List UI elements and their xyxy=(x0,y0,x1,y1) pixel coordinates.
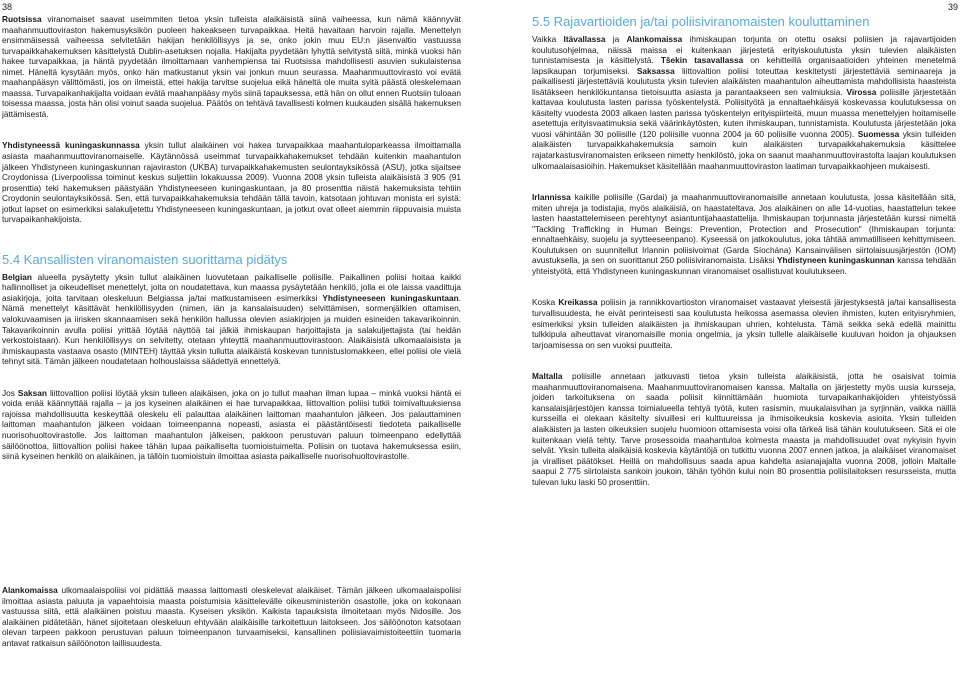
section-heading-5-5: 5.5 Rajavartioiden ja/tai poliisiviranomaisten kouluttaminen xyxy=(532,14,870,29)
paragraph-training-overview: Vaikka Itävallassa ja Alankomaissa ihmiskaupan torjunta on otettu osaksi poliisien ja rajavartijoiden koulutusohjelmaa, näissä maissa ei kuitenkaan järjestetä erityiskoulutusta yksin tulevien alaikäisten tunnistamisesta ja käsittelystä. Tšekin tasavallassa on kehitteillä organisaatioiden yhteinen menetelmä lapsikaupan torjumiseksi. Saksassa liittovaltion poliisi toteuttaa keskitetysti järjestettäviä seminaareja ja paikallisesti järjestettäviä koulutusta yksin tulevien alaikäisten maahantulon aiheuttamista mahdollisista haasteista lisätäkseen henkilökuntansa tietoisuutta asiasta ja parantaakseen sen valmiuksia. Virossa poliisille järjestetään kattavaa koulutusta lasten parissa työskentelystä. Poliisityötä ja ennaltaehkäisyä koskevassa koulutuksessa on käsitelty vuodesta 2003 alkaen lasten parissa työskentelyn erityispiirteitä, muun muassa menettelyjen hoitamiselle asetettuja erityisvaatimuksia sekä väärinkäytösten, kuten ihmiskaupan, tunnistamista. Koulutusta järjestetään joka vuosi vähintään 30 poliisille (120 poliisille vuonna 2004 ja 60 poliisille vuonna 2005). Suomessa yksin tulleiden alaikäisten turvapaikkahakemuksia samoin kuin alaikäisten turvapaikkahakemuksia käsittelee rajatarkastusviranomaisten erikseen nimetty henkilöstö, joka on saanut maahanmuuttovirastolta laajan koulutuksen ulkomaalaisasioihin. Hakemukset käsitellään maahanmuuttoviraston laatiman turvapaikkaohjeen mukaisesti. xyxy=(532,34,957,171)
country-ireland: Irlannissa xyxy=(532,192,571,203)
country-greece: Kreikassa xyxy=(558,297,598,308)
page-number-right: 39 xyxy=(947,2,958,12)
left-column xyxy=(2,14,461,472)
country-germany: Saksan xyxy=(17,387,47,398)
paragraph-ireland: Irlannissa kaikille poliisille (Gardai) ja maahanmuuttoviranomaisille annetaan koulutusta, jossa käsitellään sitä, miten uhreja ja todistajia, myös alaikäisiä, on haastateltava. Jos alaikäinen on alle 14-vuotias, haastattelun tekee lasten haastattelemiseen perehtynyt asiantuntijahaastattelija. Ihmiskaupan torjunnasta järjestetään kurssi nimeltä "Tackling Trafficking in Human Beings: Prevention, Protection and Prosecution" (Ihmiskaupan torjunta: ennaltaehkäisy, suojelu ja syytteeseenpano). Kyseessä on jatkokoulutus, joka tähtää ammatilliseen kehittymiseen. Koulutuksen on suunnitellut Irlannin poliisivoimat (Garda Síochána) Kansainvälisen siirtolaisuusjärjestön (IOM) avustuksella, ja sen on suorittanut 250 poliisiviranomaista. Lisäksi Yhdistyneen kuningaskunnan kanssa tehdään yhteistyötä, että Yhdistyneen kuningaskunnan viranomaiset osallistuvat koulutukseen. xyxy=(532,192,956,276)
right-column xyxy=(532,14,956,498)
country-belgium: Belgian xyxy=(2,271,32,282)
paragraph-uk: Yhdistyneessä kuningaskunnassa yksin tullut alaikäinen voi hakea turvapaikkaa maahantuloparkeassa ilmoittamalla asiasta maahanmuuttoviranomaiselle. Käytännössä useimmat turvapaikkahakemukset tehdään kuitenkin maahantulon jälkeen Yhdistyneen kuningaskunnan rajaviraston (UKBA) turvapaikkahakemusten seulontayksikössä (ASU), jotka sijaitsee Croydonissa (Liverpoolissa toiminut keskus suljettiin lokakuussa 2009). Vuonna 2008 yksin tulleista alaikäisistä 3 905 (91 prosenttia) teki hakemuksen päästyään Yhdistyneeseen kuningaskuntaan, ja 80 prosenttia näistä hakemuksista tehtiin Croydonin seulontayksikössä. Sen, että turvapaikkahakemuksia tehdään tällä tavoin, katsotaan johtuvan monista eri syistä: jotkut lapset on esimerkiksi salakuljetettu Yhdistyneeseen kuningaskuntaan, ja jotkut ovat olleet aiemmin riippuvaisia muista turvapaikanhakijoista. xyxy=(2,140,461,225)
paragraph-malta: Maltalla poliisille annetaan jatkuvasti tietoa yksin tulleista alaikäisistä, jotta he osaisivat toimia maahanmuuttoviranomaisena. Maahanmuuttoviranomaisen kanssa. Maltalla on järjestetty myös uusia kursseja, joiden tarkoituksena on saada poliisit kiinnittämään huomiota turvapaikanhakijoiden yhteistyössä kansalaisjärjestöjen kanssa toimialueella tehtyä työtä, kuten rasismin, muukalaisvihan ja syrjinnän, vaikka näillä kursseilla ei olekaan käsitelty sivuillesi eri kulttuureissa ja ihmisoikeuksia koskevia asioita. Yksin tulleiden alaikäisten ja lasten oikeuksien suojelu huomioon ottamisesta voisi olla tärkeä lisä tähän koulutukseen. Sitä ei ole kuitenkaan vielä tehty. Tarve prosessoida maahantuloa kolmesta maasta ja mahdollisuudet ovat nykyisin hyvin selvät. Yksin tulleita alaikäisiä koskevia käytäntöjä on tutkittu vuonna 2007 ennen jatkoa, ja alaikäiset viranomaiset ja viralliset päätökset. Heillä on mahdollisuus saada apua kahdelta asianajajalta vuonna 2008, jolloin Maltalle saapui 2 775 siirtolaista sankoin joukoin, tähän työhön kului noin 80 prosenttia poliisilaitoksen resursseista, mutta tulevan luku laski 50 prosenttiin. xyxy=(532,371,956,487)
section-heading-5-4: 5.4 Kansallisten viranomaisten suorittama pidätys xyxy=(2,251,288,267)
country-sweden: Ruotsissa xyxy=(2,14,42,24)
paragraph-germany: Jos Saksan liittovaltion poliisi löytää yksin tulleen alaikäisen, joka on jo tullut maahan ilman lupaa – minkä vuoksi häntä ei voida enää käännyttää rajalla – ja jos kyseinen alaikäinen ei hae turvapaikkaa, liittovaltion poliisi tutkii toimivaltuuksiensa rajoissa mahdollisuutta keskeyttää oleskelu eli palauttaa alaikäinen laittoman maahantulon jälkeen. Jos palauttaminen laittoman maahantulon jälkeen voidaan toimeenpanna nopeasti, asiasta ei päästäntöisesti tiedoteta paikalliselle nuorisohuoltovirastolle. Jos laittoman maahantulon jälkeisen, pakkoon perustuvan paluun toimeenpano edellyttää säilöönottoa, liittovaltion poliisi hakee tähän lupaa paikalliselta tuomioistuimelta. Poliisin on tuotava hakemuksessa esiin, siinä kyseinen henkilö on alaikäinen, ja tällöin tuomioistuin ilmoittaa asiasta paikalliselle nuorisohuoltovirastolle. xyxy=(2,387,462,462)
country-malta: Maltalla xyxy=(532,371,563,382)
paragraph-sweden: Ruotsissa viranomaiset saavat useimmiten tietoa yksin tulleista alaikäisistä siinä vaiheessa, kun nämä käännyvät maahanmuuttoviraston hakemusyksikön puoleen hakeakseen turvapaikkaa. Heitä havaitaan harvoin rajalla. Menettelyn ensimmäisessä vaiheessa selvitetään hakijan henkilöllisyys ja se, onko jokin muu EU:n jäsenvaltio vastuussa turvapaikkahakemuksen käsittelystä Dublin-asetuksen nojalla. Hakijalta pyydetään lyhyttä selvitystä siitä, minkä vuoksi hän hakee turvapaikkaa, ja häntä pyydetään ilmoittamaan vanhempiensa tai Ruotsissa mahdollisesti asuvien sukulaistensa nimet. Häneltä kysytään myös, onko hän matkustanut yksin vai jonkun muun seurassa. Maahanmuuttovirasto voi evätä maahanpääsyn välittömästi, jos on ilmeistä, ettei hakija tarvitse suojelua eikä häneltä ole muita syitä päästä oleskelemaan maassa. Turvapaikanhakijalta voidaan evätä maahanpääsy myös siinä tapauksessa, että hän on ollut ennen Ruotsiin tuloaan toisessa maassa, josta hän olisi voinut saada suojelua. Päätös on tehtävä tavallisesti kolmen kuukauden sisällä hakemuksen jättämisestä. xyxy=(2,14,461,119)
bottom-left-block xyxy=(2,585,461,648)
page-number-left: 38 xyxy=(2,2,13,12)
country-uk: Yhdistyneessä kuningaskunnassa xyxy=(2,140,140,151)
paragraph-belgium: Belgian alueella pysäytetty yksin tullut alaikäinen luovutetaan paikalliselle poliisille. Paikallinen poliisi hoitaa kaikki hallinnolliset ja oikeudelliset menettelyt, joita on noudatettava, kun maassa pysäytetään henkilö, jolla ei ole laissa vaadittuja asiakirjoja, joita tarvitaan oleskeluun Belgiassa ja/tai matkustamiseen esimerkiksi Yhdistyneeseen kuningaskuntaan. Nämä menettelyt käsittävät henkilöllisyyden (nimen, iän ja kansalaisuuden) selvittämisen, sormenjälkien ottamisen, valokuvaamisen ja iirisken skannaamisen sekä henkilön hallussa olevien asiakirjojen ja muiden esineiden takavarikoinnin. Takavarikoinnin avulla poliisi yrittää löytää näyttöä tai jälkiä ihmiskaupan harjoittajista ja salakuljettajista (tai heidän verkostoistaan). Kun henkilöllisyys on selvitetty, otetaan yhteyttä maahanmuuttovirastoon. Alaikäisistä ulkomaalaisista ja ihmiskaupasta vastaava osasto (MINTEH) täyttää yksin tullutta alaikäistä koskevan tunnistuslomakkeen, ellei poliisi ole vielä tehnyt sitä. Tämän jälkeen noudatetaan holhouslaissa säädettyä ennettelyä. xyxy=(2,271,461,367)
paragraph-greece: Koska Kreikassa poliisin ja rannikkovartioston viranomaiset vastaavat yleisestä järjestyksestä ja/tai kansallisesta turvallisuudesta, he eivät perinteisesti saa koulutusta heikossa asemassa olevien ihmisten, kuten erityisryhmien, esimerkiksi yksin tulleiden alaikäisten ja ihmiskaupan uhrien, kohtelusta. Tämä seikka sekä edellä mainittu tulkkipula aiheuttavat viranomaisille monia ongelmia, ja yksin tullelle alaikäiselle kuuluvan hoidon ja ohjauksen tarjoamisessa on sen vuoksi puutteita. xyxy=(532,297,956,350)
paragraph-netherlands: Alankomaissa ulkomaalaispoliisi voi pidättää maassa laittomasti oleskelevat alaikäiset. Tämän jälkeen ulkomaalaispoliisi ilmoittaa asiasta paluuta ja vapaehtoisia maasta poistumisia käsittelevälle oikeusministeriön osastolle, joka on kokonaan vastuussa siitä, että alaikäinen poistuu maasta. Kyseisen yksikön. Kaikista tapauksista ilmoitetaan myös Nidosille. Jos alaikäinen pidätetään, hänet sijoitetaan oleskeluun ehtyvään alaikäisille tarkoitettuun laitokseen. Jos säilöönoton katsotaan olevan tarpeen pakkoon perustuvan paluun toimeenpanon turvaamiseksi, kansallinen poliisiavaimistoiteettiin tuomaria antavat ratkaisun säilöönoton laillisuudesta. xyxy=(2,585,461,648)
country-netherlands: Alankomaissa xyxy=(2,585,58,595)
